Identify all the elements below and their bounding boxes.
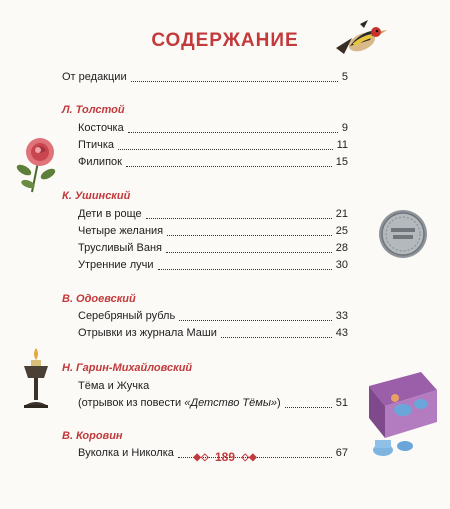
entry-title: Четыре желания bbox=[78, 225, 164, 237]
dot-leader bbox=[158, 268, 332, 270]
dot-leader bbox=[166, 251, 332, 253]
entry-page-number: 33 bbox=[335, 310, 348, 322]
entry-page-number: 51 bbox=[335, 397, 348, 409]
author-heading-odoevsky: В. Одоевский bbox=[62, 293, 136, 305]
silver-coin-illustration bbox=[377, 208, 429, 260]
entry-page-number: 43 bbox=[335, 327, 348, 339]
entry-title-italic: «Детство Тёмы» bbox=[184, 397, 278, 409]
entry-title: Птичка bbox=[78, 139, 114, 151]
entry-page-number: 21 bbox=[335, 208, 348, 220]
page-number: 189 bbox=[214, 450, 236, 464]
entry-page-number: 15 bbox=[335, 156, 348, 168]
dot-leader bbox=[118, 148, 333, 150]
page-title: СОДЕРЖАНИЕ bbox=[151, 30, 299, 51]
toc-entry-serebryany-rubl[interactable] bbox=[78, 309, 348, 324]
entry-title: Тёма и Жучка bbox=[78, 380, 150, 392]
toc-entry-chetyre-zhelaniya[interactable] bbox=[78, 224, 348, 239]
dot-leader bbox=[126, 165, 332, 167]
dot-leader bbox=[128, 131, 338, 133]
entry-page-number: 30 bbox=[335, 259, 348, 271]
candle-lamp-illustration bbox=[16, 346, 56, 412]
toc-entry-truslivy-vanya[interactable] bbox=[78, 241, 348, 256]
entry-page-number: 67 bbox=[335, 447, 348, 459]
entry-page-number: 28 bbox=[335, 242, 348, 254]
goldfinch-bird-illustration bbox=[330, 18, 390, 62]
entry-title: Косточка bbox=[78, 122, 124, 134]
author-heading-tolstoy: Л. Толстой bbox=[62, 104, 125, 116]
entry-title-excerpt bbox=[78, 396, 281, 411]
entry-title-suffix: ) bbox=[277, 397, 281, 409]
toc-entry-from-editors[interactable] bbox=[62, 70, 348, 85]
diamond-ornament-icon: ◇◆ bbox=[241, 452, 257, 464]
entry-page-number: 5 bbox=[341, 71, 348, 83]
dot-leader bbox=[167, 234, 332, 236]
diamond-ornament-icon: ◆◇ bbox=[193, 452, 209, 464]
entry-title: Вуколка и Николка bbox=[78, 447, 174, 459]
author-heading-garin-mikhailovsky: Н. Гарин-Михайловский bbox=[62, 362, 193, 374]
dot-leader bbox=[221, 336, 332, 338]
toc-entry-utrennie-luchi[interactable] bbox=[78, 258, 348, 273]
author-heading-ushinsky: К. Ушинский bbox=[62, 190, 131, 202]
toc-entry-tyoma-i-zhuchka[interactable] bbox=[78, 379, 348, 394]
tea-set-box-illustration bbox=[363, 368, 443, 460]
toc-entry-filipok[interactable] bbox=[78, 155, 348, 170]
toc-entry-otryvki-iz-zhurnala-mashi[interactable] bbox=[78, 326, 348, 341]
entry-title: Отрывки из журнала Маши bbox=[78, 327, 217, 339]
toc-entry-kostochka[interactable] bbox=[78, 121, 348, 136]
author-heading-korovin: В. Коровин bbox=[62, 430, 123, 442]
toc-entry-deti-v-roshche[interactable] bbox=[78, 207, 348, 222]
toc-entry-detstvo-tyomy-excerpt[interactable] bbox=[78, 396, 348, 411]
dot-leader bbox=[131, 80, 338, 82]
entry-title: От редакции bbox=[62, 71, 127, 83]
dot-leader bbox=[146, 217, 332, 219]
page-number-footer bbox=[0, 450, 450, 464]
entry-title-prefix: (отрывок из повести bbox=[78, 397, 185, 409]
entry-title: Филипок bbox=[78, 156, 122, 168]
entry-title: Утренние лучи bbox=[78, 259, 154, 271]
dot-leader bbox=[179, 319, 332, 321]
toc-entry-ptichka[interactable] bbox=[78, 138, 348, 153]
entry-title: Трусливый Ваня bbox=[78, 242, 162, 254]
entry-page-number: 9 bbox=[341, 122, 348, 134]
entry-title: Дети в роще bbox=[78, 208, 142, 220]
rose-flower-illustration bbox=[14, 130, 64, 196]
entry-title: Серебряный рубль bbox=[78, 310, 176, 322]
entry-page-number: 11 bbox=[336, 139, 348, 151]
entry-page-number: 25 bbox=[335, 225, 348, 237]
dot-leader bbox=[285, 406, 332, 408]
